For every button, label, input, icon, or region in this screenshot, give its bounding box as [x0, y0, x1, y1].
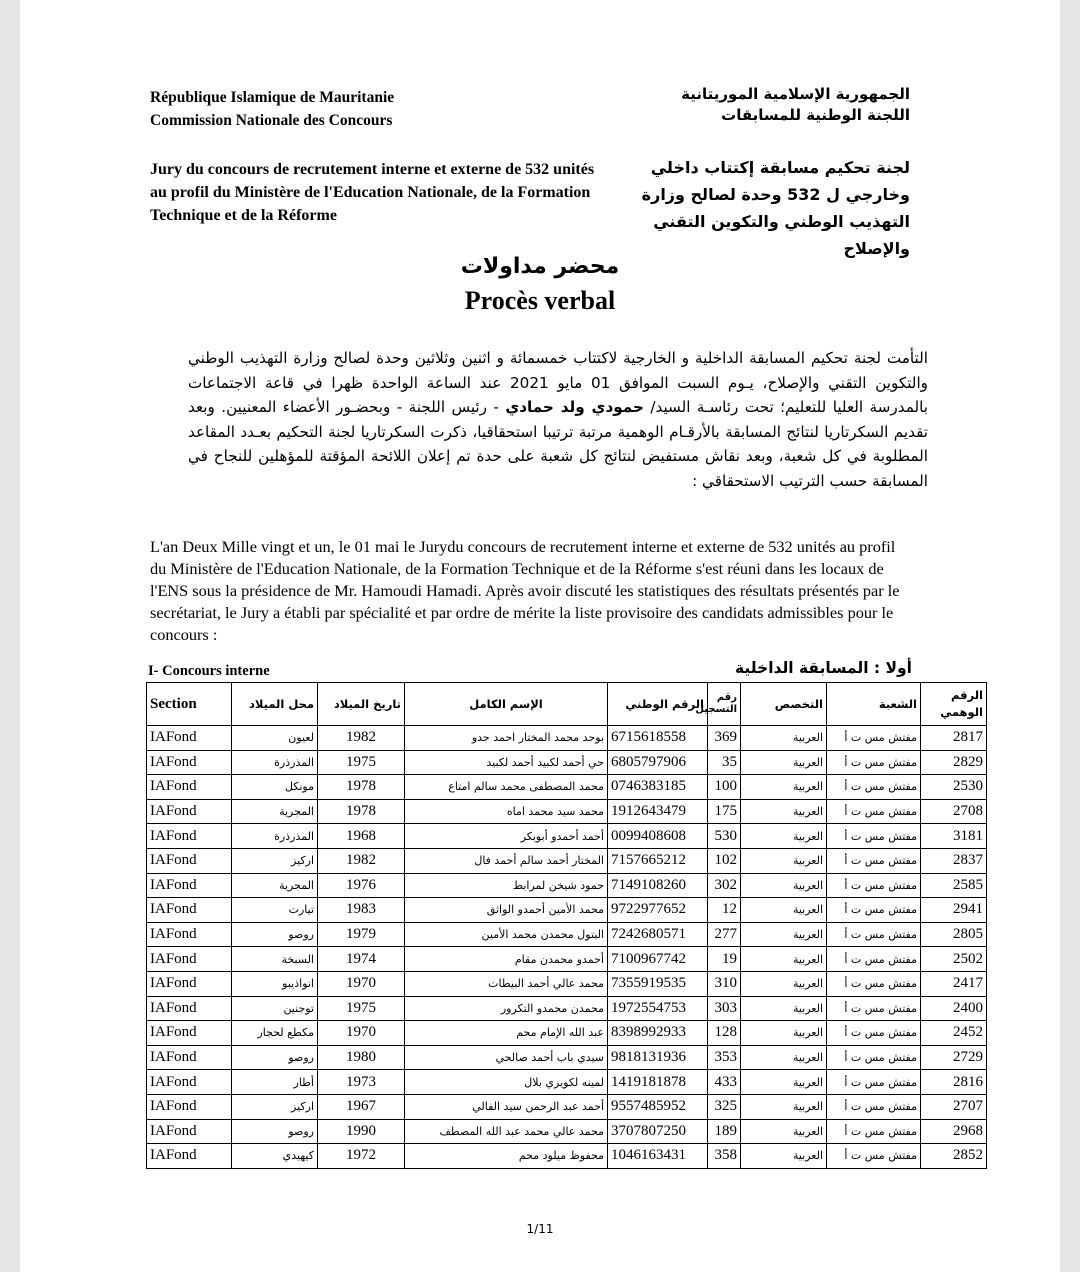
cell-nni: 9722977652	[608, 898, 708, 923]
cell-nni: 1972554753	[608, 996, 708, 1021]
cell-section: IAFond	[147, 971, 232, 996]
cell-birthplace: أطار	[232, 1070, 318, 1095]
cell-birthplace: المجرية	[232, 799, 318, 824]
cell-branch: مفتش مس ت أ	[827, 1144, 921, 1169]
cell-specialty: العربية	[741, 750, 827, 775]
cell-fullname: أحمد عبد الرحمن سيد الفالي	[405, 1094, 608, 1119]
cell-section: IAFond	[147, 750, 232, 775]
cell-fullname: المختار أحمد سالم أحمد فال	[405, 848, 608, 873]
cell-code: 2708	[921, 799, 987, 824]
cell-specialty: العربية	[741, 824, 827, 849]
table-row	[147, 726, 987, 751]
cell-birthdate: 1968	[318, 824, 405, 849]
cell-code: 3181	[921, 824, 987, 849]
cell-birthdate: 1970	[318, 1021, 405, 1046]
cell-fullname: أحمد أحمدو أبوبكر	[405, 824, 608, 849]
cell-nni: 9557485952	[608, 1094, 708, 1119]
cell-reg: 303	[708, 996, 741, 1021]
jury-title-fr: Jury du concours de recrutement interne et externe de 532 unités au profil du Ministère de l'Education Nationale, de la Formation Technique et de la Réforme	[150, 161, 595, 224]
cell-specialty: العربية	[741, 922, 827, 947]
cell-birthplace: المجرية	[232, 873, 318, 898]
cell-birthdate: 1970	[318, 971, 405, 996]
cell-code: 2829	[921, 750, 987, 775]
cell-code: 2530	[921, 775, 987, 800]
president-name-ar: حمودي ولد حمادي	[505, 398, 644, 416]
cell-code: 2585	[921, 873, 987, 898]
cell-birthdate: 1975	[318, 750, 405, 775]
cell-code: 2968	[921, 1119, 987, 1144]
cell-branch: مفتش مس ت أ	[827, 873, 921, 898]
page-number: 1/11	[526, 1222, 554, 1236]
cell-fullname: أحمدو محمدن مقام	[405, 947, 608, 972]
cell-nni: 6715618558	[608, 726, 708, 751]
cell-branch: مفتش مس ت أ	[827, 750, 921, 775]
cell-birthdate: 1976	[318, 873, 405, 898]
cell-birthplace: المذرذرة	[232, 750, 318, 775]
cell-nni: 0746383185	[608, 775, 708, 800]
jury-title-ar: لجنة تحكيم مسابقة إكتتاب داخلي وخارجي ل 532 وحدة لصالح وزارة التهذيب الوطني والتكوين التقني والإصلاح	[641, 158, 910, 258]
table-row	[147, 775, 987, 800]
cell-section: IAFond	[147, 947, 232, 972]
cell-nni: 7100967742	[608, 947, 708, 972]
cell-reg: 369	[708, 726, 741, 751]
cell-fullname: عبد الله الإمام محم	[405, 1021, 608, 1046]
cell-fullname: محمدن محمدو التكرور	[405, 996, 608, 1021]
cell-birthdate: 1990	[318, 1119, 405, 1144]
cell-birthdate: 1973	[318, 1070, 405, 1095]
cell-nni: 7149108260	[608, 873, 708, 898]
cell-birthplace: روصو	[232, 922, 318, 947]
cell-birthdate: 1978	[318, 775, 405, 800]
cell-specialty: العربية	[741, 1045, 827, 1070]
document-title-ar: محضر مداولات	[460, 254, 620, 279]
cell-reg: 353	[708, 1045, 741, 1070]
col-header-fullname: الإسم الكامل	[405, 683, 608, 726]
cell-section: IAFond	[147, 799, 232, 824]
cell-birthplace: اركيز	[232, 1094, 318, 1119]
cell-birthplace: كيهيدي	[232, 1144, 318, 1169]
cell-branch: مفتش مس ت أ	[827, 775, 921, 800]
cell-birthplace: لعيون	[232, 726, 318, 751]
cell-fullname: سيدي باب أحمد صالحي	[405, 1045, 608, 1070]
cell-reg: 302	[708, 873, 741, 898]
cell-reg: 100	[708, 775, 741, 800]
cell-birthplace: اركيز	[232, 848, 318, 873]
cell-specialty: العربية	[741, 1021, 827, 1046]
cell-section: IAFond	[147, 824, 232, 849]
col-header-branch: الشعبة	[827, 683, 921, 726]
cell-reg: 35	[708, 750, 741, 775]
cell-nni: 1046163431	[608, 1144, 708, 1169]
cell-code: 2729	[921, 1045, 987, 1070]
cell-fullname: لمينه لكويري بلال	[405, 1070, 608, 1095]
table-row	[147, 799, 987, 824]
cell-fullname: حمود شيخن لمرابط	[405, 873, 608, 898]
table-row	[147, 1045, 987, 1070]
cell-specialty: العربية	[741, 799, 827, 824]
cell-specialty: العربية	[741, 996, 827, 1021]
col-header-birthplace: محل الميلاد	[232, 683, 318, 726]
cell-code: 2400	[921, 996, 987, 1021]
cell-specialty: العربية	[741, 971, 827, 996]
cell-nni: 3707807250	[608, 1119, 708, 1144]
cell-specialty: العربية	[741, 1144, 827, 1169]
cell-nni: 8398992933	[608, 1021, 708, 1046]
cell-fullname: محمد عالي أحمد البيطات	[405, 971, 608, 996]
table-row	[147, 1119, 987, 1144]
cell-branch: مفتش مس ت أ	[827, 922, 921, 947]
cell-code: 2941	[921, 898, 987, 923]
table-row	[147, 971, 987, 996]
cell-section: IAFond	[147, 1094, 232, 1119]
cell-birthplace: تيارت	[232, 898, 318, 923]
cell-section: IAFond	[147, 1119, 232, 1144]
republic-name-fr: République Islamique de Mauritanie	[150, 89, 395, 106]
cell-reg: 102	[708, 848, 741, 873]
cell-birthdate: 1972	[318, 1144, 405, 1169]
results-table	[146, 682, 987, 1169]
cell-branch: مفتش مس ت أ	[827, 898, 921, 923]
cell-birthdate: 1967	[318, 1094, 405, 1119]
col-header-section: Section	[147, 683, 232, 726]
cell-birthdate: 1983	[318, 898, 405, 923]
cell-specialty: العربية	[741, 1094, 827, 1119]
cell-code: 2805	[921, 922, 987, 947]
cell-code: 2417	[921, 971, 987, 996]
table-row	[147, 996, 987, 1021]
cell-branch: مفتش مس ت أ	[827, 1045, 921, 1070]
cell-fullname: محفوظ ميلود محم	[405, 1144, 608, 1169]
cell-fullname: بوحد محمد المختار احمد جدو	[405, 726, 608, 751]
cell-birthdate: 1975	[318, 996, 405, 1021]
cell-section: IAFond	[147, 848, 232, 873]
cell-nni: 1912643479	[608, 799, 708, 824]
cell-reg: 310	[708, 971, 741, 996]
cell-birthplace: روصو	[232, 1119, 318, 1144]
col-header-nni: الرقم الوطني	[608, 683, 708, 726]
cell-nni: 0099408608	[608, 824, 708, 849]
cell-code: 2852	[921, 1144, 987, 1169]
cell-section: IAFond	[147, 1070, 232, 1095]
cell-fullname: البتول محمدن محمد الأمين	[405, 922, 608, 947]
cell-reg: 128	[708, 1021, 741, 1046]
table-body	[147, 726, 987, 1169]
cell-code: 2707	[921, 1094, 987, 1119]
cell-reg: 19	[708, 947, 741, 972]
cell-specialty: العربية	[741, 1070, 827, 1095]
cell-branch: مفتش مس ت أ	[827, 996, 921, 1021]
cell-reg: 189	[708, 1119, 741, 1144]
table-row	[147, 1021, 987, 1046]
table-row	[147, 750, 987, 775]
cell-birthdate: 1982	[318, 848, 405, 873]
table-row	[147, 824, 987, 849]
cell-section: IAFond	[147, 1045, 232, 1070]
cell-fullname: محمد عالي محمد عبد الله المصطف	[405, 1119, 608, 1144]
cell-section: IAFond	[147, 726, 232, 751]
cell-nni: 6805797906	[608, 750, 708, 775]
table-row	[147, 1144, 987, 1169]
commission-name-fr: Commission Nationale des Concours	[150, 112, 393, 129]
cell-code: 2817	[921, 726, 987, 751]
cell-section: IAFond	[147, 1021, 232, 1046]
cell-specialty: العربية	[741, 1119, 827, 1144]
cell-birthplace: مكطع لحجار	[232, 1021, 318, 1046]
cell-reg: 175	[708, 799, 741, 824]
cell-birthdate: 1974	[318, 947, 405, 972]
cell-branch: مفتش مس ت أ	[827, 971, 921, 996]
cell-fullname: محمد الأمين أحمدو الواثق	[405, 898, 608, 923]
col-header-birthdate: تاريخ الميلاد	[318, 683, 405, 726]
cell-section: IAFond	[147, 996, 232, 1021]
cell-birthplace: توجنين	[232, 996, 318, 1021]
table-row	[147, 1070, 987, 1095]
cell-code: 2816	[921, 1070, 987, 1095]
cell-birthdate: 1982	[318, 726, 405, 751]
cell-specialty: العربية	[741, 726, 827, 751]
cell-birthplace: مونكل	[232, 775, 318, 800]
col-header-code: الرقم الوهمي	[921, 683, 987, 726]
cell-code: 2452	[921, 1021, 987, 1046]
header-arabic	[681, 84, 910, 126]
table-row	[147, 1094, 987, 1119]
cell-birthplace: انواذيبو	[232, 971, 318, 996]
cell-nni: 7242680571	[608, 922, 708, 947]
minutes-paragraph-ar	[188, 346, 928, 493]
cell-branch: مفتش مس ت أ	[827, 1119, 921, 1144]
cell-branch: مفتش مس ت أ	[827, 947, 921, 972]
cell-branch: مفتش مس ت أ	[827, 1094, 921, 1119]
minutes-ar-part1: التأمت لجنة تحكيم المسابقة الداخلية و الخارجية لاكتتاب خمسمائة و اثنين وثلاثين وحدة لصالح وزارة التهذيب الوطني والتكوين التقني والإصلاح، يـوم السبت الموافق 01 مايو 2021 عند الساعة الواحدة ظهرا في قاعة الاجتماعات بالمدرسة العليا للتعليم؛ تحت رئاسـة السيد/	[188, 349, 928, 416]
cell-birthplace: روصو	[232, 1045, 318, 1070]
cell-code: 2502	[921, 947, 987, 972]
commission-name-ar: اللجنة الوطنية للمسابقات	[721, 106, 910, 124]
cell-branch: مفتش مس ت أ	[827, 1070, 921, 1095]
cell-branch: مفتش مس ت أ	[827, 1021, 921, 1046]
republic-name-ar: الجمهورية الإسلامية الموريتانية	[681, 85, 910, 103]
table-row	[147, 922, 987, 947]
cell-reg: 358	[708, 1144, 741, 1169]
cell-section: IAFond	[147, 873, 232, 898]
cell-nni: 9818131936	[608, 1045, 708, 1070]
cell-code: 2837	[921, 848, 987, 873]
document-title-fr: Procès verbal	[464, 286, 616, 315]
col-header-specialty: التخصص	[741, 683, 827, 726]
cell-branch: مفتش مس ت أ	[827, 726, 921, 751]
cell-specialty: العربية	[741, 947, 827, 972]
minutes-paragraph-fr: L'an Deux Mille vingt et un, le 01 mai le Jurydu concours de recrutement interne et externe de 532 unités au profil du Ministère de l'Education Nationale, de la Formation Technique et de la Réforme s'est réuni dans les locaux de l'ENS sous la présidence de Mr. Hamoudi Hamadi. Après avoir discuté les statistiques des résultats présentés par le secrétariat, le Jury a établi par spécialité et par ordre de mérite la liste provisoire des candidats admissibles pour le concours :	[150, 537, 900, 644]
cell-specialty: العربية	[741, 848, 827, 873]
cell-fullname: حي أحمد لكبيد أحمد لكبيد	[405, 750, 608, 775]
cell-reg: 325	[708, 1094, 741, 1119]
cell-section: IAFond	[147, 775, 232, 800]
cell-birthplace: السبخة	[232, 947, 318, 972]
cell-birthdate: 1980	[318, 1045, 405, 1070]
col-header-reg: رقم التسجيل	[708, 683, 741, 726]
cell-reg: 12	[708, 898, 741, 923]
cell-branch: مفتش مس ت أ	[827, 799, 921, 824]
cell-nni: 7355919535	[608, 971, 708, 996]
cell-section: IAFond	[147, 1144, 232, 1169]
cell-specialty: العربية	[741, 775, 827, 800]
table-row	[147, 898, 987, 923]
cell-section: IAFond	[147, 898, 232, 923]
table-header-row	[147, 683, 987, 726]
cell-section: IAFond	[147, 922, 232, 947]
cell-specialty: العربية	[741, 873, 827, 898]
cell-birthplace: المذرذرة	[232, 824, 318, 849]
cell-nni: 1419181878	[608, 1070, 708, 1095]
cell-nni: 7157665212	[608, 848, 708, 873]
cell-branch: مفتش مس ت أ	[827, 848, 921, 873]
cell-reg: 433	[708, 1070, 741, 1095]
cell-birthdate: 1978	[318, 799, 405, 824]
cell-fullname: محمد المصطفى محمد سالم امتاع	[405, 775, 608, 800]
table-row	[147, 873, 987, 898]
cell-specialty: العربية	[741, 898, 827, 923]
cell-reg: 277	[708, 922, 741, 947]
section-title-ar: أولا : المسابقة الداخلية	[735, 659, 912, 677]
section-title-fr: I- Concours interne	[148, 663, 270, 679]
table-row	[147, 947, 987, 972]
cell-birthdate: 1979	[318, 922, 405, 947]
cell-reg: 530	[708, 824, 741, 849]
cell-branch: مفتش مس ت أ	[827, 824, 921, 849]
cell-fullname: محمد سيد محمد اماه	[405, 799, 608, 824]
minutes-ar-part2: - رئيس اللجنة - وبحضـور الأعضاء المعنيين. وبعد تقديم السكرتاريا لنتائج المسابقة بالأرقـام الوهمية مرتبة ترتيبا استحقاقيا، ذكرت السكرتاريا لجنة التحكيم بعـدد المقاعد المطلوبة في كل شعبة، وبعد نقاش مستفيض لنتائج كل شعبة على حدة تم إعلان اللائحة المؤقتة للمؤهلين للنجاح في المسابقة حسب الترتيب الاستحقاقي :	[188, 398, 928, 490]
table-row	[147, 848, 987, 873]
document-page	[20, 0, 1060, 1272]
header-french	[150, 86, 394, 132]
